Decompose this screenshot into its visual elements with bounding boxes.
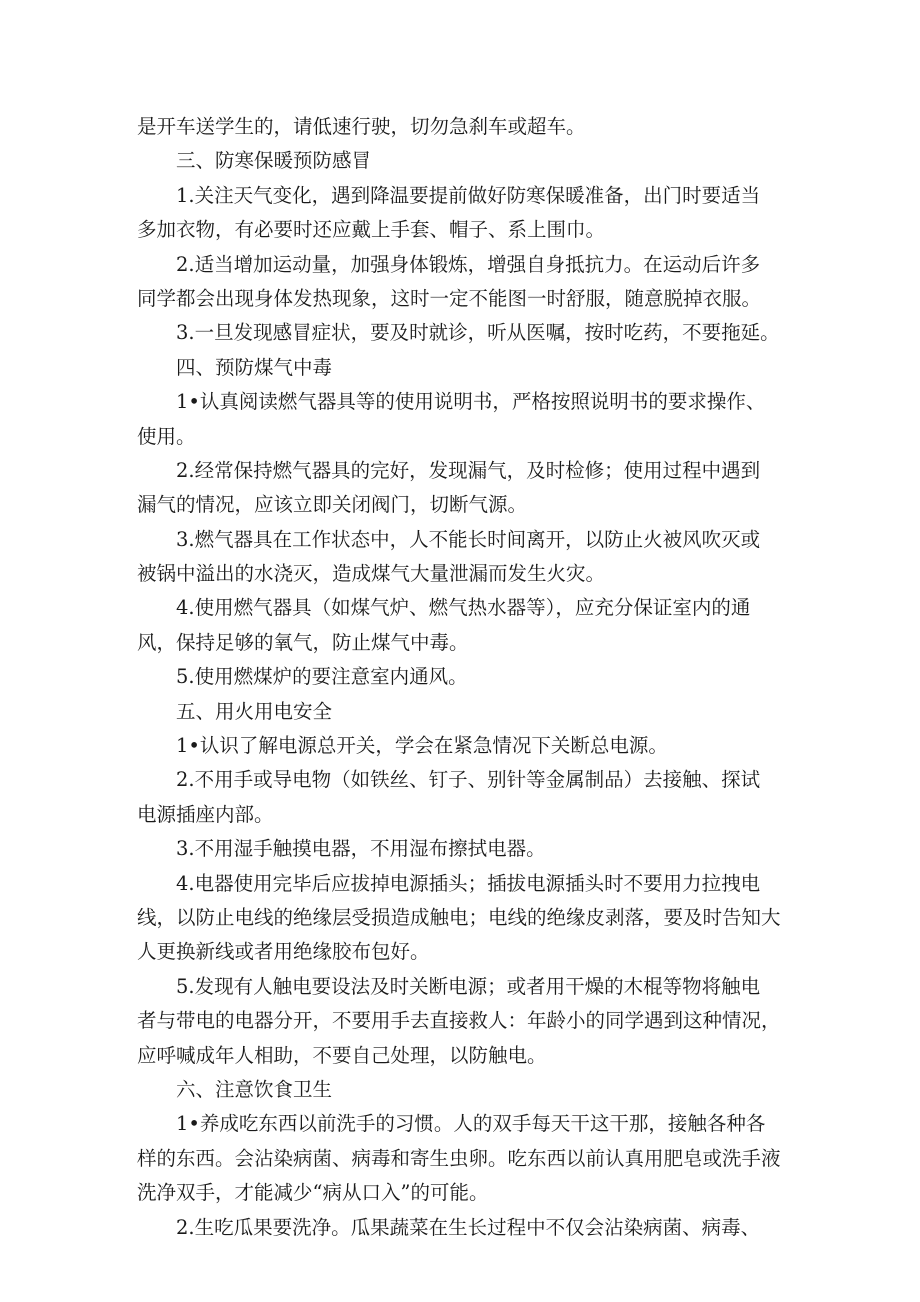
text-line: 5.使用燃煤炉的要注意室内通风。 — [176, 665, 468, 689]
text-line: 1•养成吃东西以前洗手的习惯。人的双手每天干这干那，接触各种各 — [176, 1112, 766, 1136]
text-line: 应呼喊成年人相助，不要自己处理，以防触电。 — [137, 1043, 547, 1067]
text-line: 洗净双手，才能减少“病从口入”的可能。 — [137, 1181, 489, 1205]
text-line: 3.燃气器具在工作状态中，人不能长时间离开，以防止火被风吹灭或 — [176, 527, 761, 551]
section-heading: 四、预防煤气中毒 — [176, 355, 333, 379]
text-line: 4.使用燃气器具（如煤气炉、燃气热水器等），应充分保证室内的通 — [176, 596, 751, 620]
text-line: 3.一旦发现感冒症状，要及时就诊，听从医嘱，按时吃药，不要拖延。 — [176, 321, 780, 345]
text-line: 2.适当增加运动量，加强身体锻炼，增强自身抵抗力。在运动后许多 — [176, 252, 761, 276]
text-line: 线，以防止电线的绝缘层受损造成触电；电线的绝缘皮剥落，要及时告知大 — [137, 905, 781, 929]
text-line: 多加衣物，有必要时还应戴上手套、帽子、系上围巾。 — [137, 218, 606, 242]
section-heading: 六、注意饮食卫生 — [176, 1077, 333, 1101]
text-line: 4.电器使用完毕后应拔掉电源插头；插拔电源插头时不要用力拉拽电 — [176, 871, 761, 895]
text-line: 被锅中溢出的水浇灭，造成煤气大量泄漏而发生火灾。 — [137, 562, 606, 586]
text-line: 2.生吃瓜果要洗净。瓜果蔬菜在生长过程中不仅会沾染病菌、病毒、 — [176, 1215, 761, 1239]
text-line: 人更换新线或者用绝缘胶布包好。 — [137, 940, 430, 964]
text-line: 使用。 — [137, 424, 196, 448]
text-line: 1•认识了解电源总开关，学会在紧急情况下关断总电源。 — [176, 734, 668, 758]
text-line: 2.经常保持燃气器具的完好，发现漏气，及时检修；使用过程中遇到 — [176, 458, 761, 482]
text-line: 样的东西。会沾染病菌、病毒和寄生虫卵。吃东西以前认真用肥皂或洗手液 — [137, 1146, 781, 1170]
text-line: 漏气的情况，应该立即关闭阀门，切断气源。 — [137, 493, 528, 517]
text-line: 5.发现有人触电要设法及时关断电源；或者用干燥的木棍等物将触电 — [176, 974, 761, 998]
text-line: 1•认真阅读燃气器具等的使用说明书，严格按照说明书的要求操作、 — [176, 390, 766, 414]
text-line: 1.关注天气变化，遇到降温要提前做好防寒保暖准备，出门时要适当 — [176, 183, 761, 207]
text-line: 同学都会出现身体发热现象，这时一定不能图一时舒服，随意脱掉衣服。 — [137, 286, 762, 310]
text-line: 2.不用手或导电物（如铁丝、钉子、别针等金属制品）去接触、探试 — [176, 768, 761, 792]
text-line: 是开车送学生的，请低速行驶，切勿急刹车或超车。 — [137, 115, 586, 138]
section-heading: 三、防寒保暖预防感冒 — [176, 149, 372, 173]
text-line: 3.不用湿手触摸电器，不用湿布擦拭电器。 — [176, 837, 546, 861]
section-heading: 五、用火用电安全 — [176, 699, 333, 723]
document-body — [137, 110, 793, 1245]
text-line: 电源插座内部。 — [137, 802, 274, 826]
text-line: 风，保持足够的氧气，防止煤气中毒。 — [137, 630, 469, 654]
text-line: 者与带电的电器分开，不要用手去直接救人：年龄小的同学遇到这种情况， — [137, 1009, 781, 1033]
